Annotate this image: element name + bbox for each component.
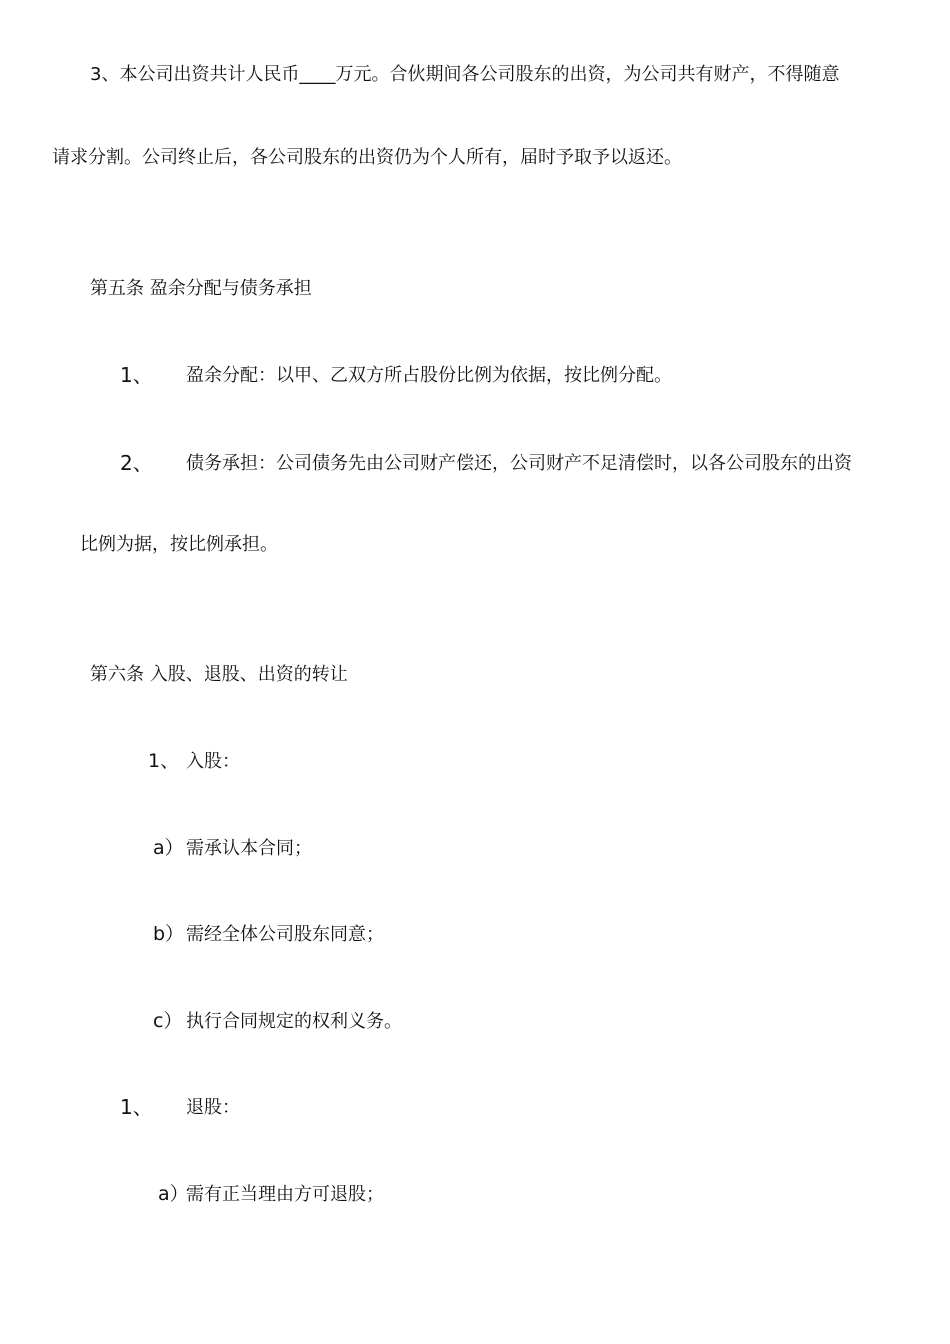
article6-item1-a-label: a） <box>153 837 184 859</box>
article6-item2-number: 1、 <box>120 1095 153 1119</box>
article6-item1-number: 1、 <box>148 750 180 772</box>
para3-line1: 3、本公司出资共计人民币____万元。合伙期间各公司股东的出资，为公司共有财产，不得随意 <box>90 64 840 85</box>
article6-heading: 第六条 入股、退股、出资的转让 <box>90 664 348 685</box>
article5-item2-text-line1: 债务承担：公司债务先由公司财产偿还，公司财产不足清偿时，以各公司股东的出资 <box>186 453 852 474</box>
article6-item1-c-label: c） <box>153 1010 183 1032</box>
article5-item2-text-line2: 比例为据，按比例承担。 <box>80 534 278 555</box>
article5-item1-text: 盈余分配：以甲、乙双方所占股份比例为依据，按比例分配。 <box>186 365 672 386</box>
article5-heading: 第五条 盈余分配与债务承担 <box>90 278 312 299</box>
article6-item1-c-text: 执行合同规定的权利义务。 <box>186 1011 402 1032</box>
para3-line2: 请求分割。公司终止后，各公司股东的出资仍为个人所有，届时予取予以返还。 <box>52 147 682 168</box>
article5-item2-number: 2、 <box>120 451 153 475</box>
article5-item1-number: 1、 <box>120 363 153 387</box>
article6-item2-a-label: a） <box>158 1183 189 1205</box>
article6-item2-a-text: 需有正当理由方可退股； <box>186 1184 384 1205</box>
article6-item1-text: 入股： <box>186 751 240 772</box>
article6-item1-b-text: 需经全体公司股东同意； <box>186 924 384 945</box>
article6-item1-a-text: 需承认本合同； <box>186 838 312 859</box>
article6-item1-b-label: b） <box>153 923 185 945</box>
article6-item2-text: 退股： <box>186 1097 240 1118</box>
